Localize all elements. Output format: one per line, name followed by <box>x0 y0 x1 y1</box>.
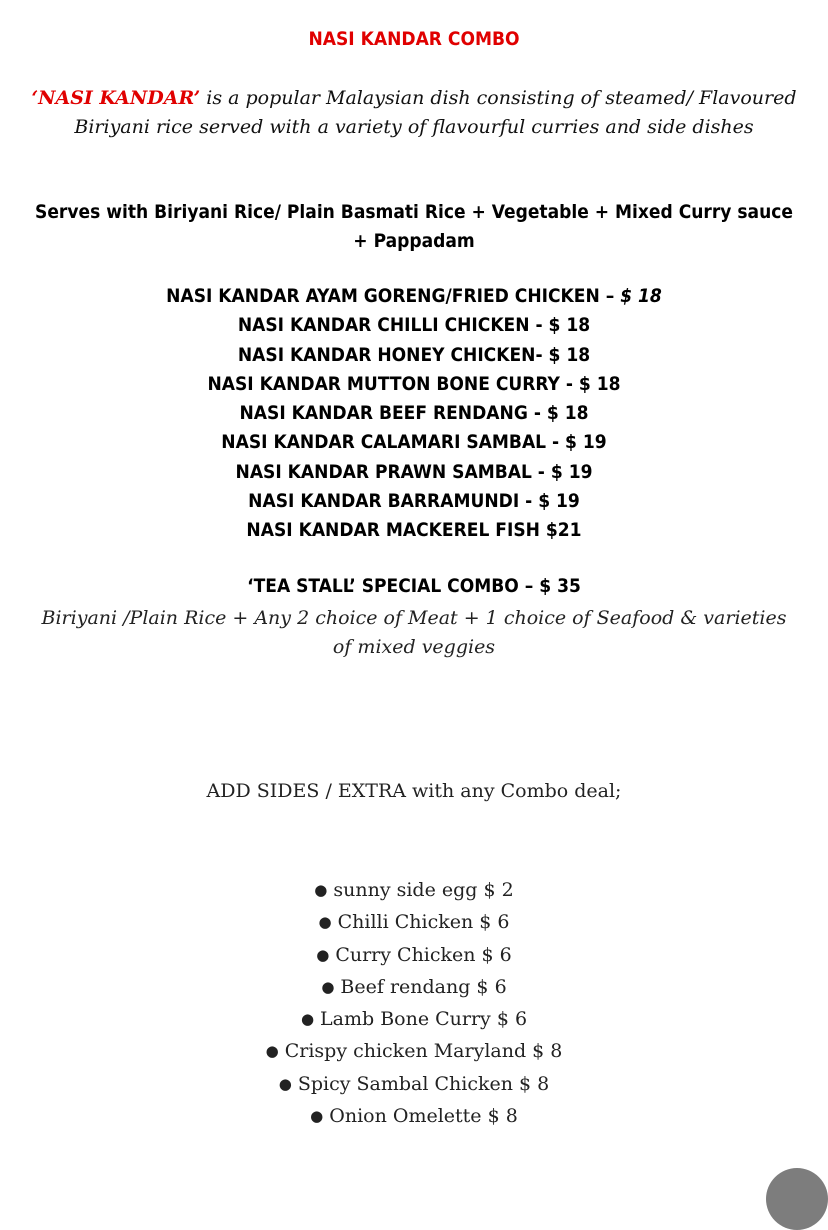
bullet-icon: ● <box>300 1010 315 1029</box>
intro-paragraph <box>30 84 798 142</box>
side-item <box>0 1035 828 1067</box>
scroll-to-top-button[interactable] <box>766 1168 828 1230</box>
side-item-label: Curry Chicken $ 6 <box>335 943 512 966</box>
bullet-icon: ● <box>316 945 330 964</box>
side-item-label: Lamb Bone Curry $ 6 <box>320 1008 528 1031</box>
side-item <box>0 1003 828 1035</box>
side-item <box>0 1068 828 1100</box>
combo-item-price: $ 18 <box>620 285 662 307</box>
side-item-label: Crispy chicken Maryland $ 8 <box>284 1040 563 1063</box>
side-item <box>0 971 828 1003</box>
serves-note: Serves with Biriyani Rice/ Plain Basmati Rice + Vegetable + Mixed Curry sauce + Pappadam <box>35 201 793 252</box>
page-title: NASI KANDAR COMBO <box>308 28 520 50</box>
side-item <box>0 939 828 971</box>
bullet-icon: ● <box>318 913 332 932</box>
side-item <box>0 1100 828 1132</box>
side-item-label: sunny side egg $ 2 <box>333 879 514 901</box>
bullet-icon: ● <box>265 1042 279 1061</box>
intro-highlight: ‘NASI KANDAR’ <box>31 87 201 109</box>
combo-item: NASI KANDAR PRAWN SAMBAL - $ 19 <box>235 460 593 483</box>
bullet-icon: ● <box>321 977 335 996</box>
special-combo-title: ‘TEA STALL’ SPECIAL COMBO – $ 35 <box>247 575 581 597</box>
special-combo-description: Biriyani /Plain Rice + Any 2 choice of Meat + 1 choice of Seafood & varieties of mixed veggies <box>41 607 787 658</box>
side-item <box>0 906 828 938</box>
combo-list <box>0 282 828 546</box>
bullet-icon: ● <box>314 881 328 899</box>
side-item-label: Onion Omelette $ 8 <box>329 1105 518 1128</box>
combo-item: NASI KANDAR MACKEREL FISH $21 <box>246 519 582 542</box>
combo-item: NASI KANDAR CALAMARI SAMBAL - $ 19 <box>221 431 607 454</box>
combo-item: NASI KANDAR HONEY CHICKEN- $ 18 <box>237 343 591 366</box>
combo-item: NASI KANDAR CHILLI CHICKEN - $ 18 <box>237 314 591 337</box>
combo-item: NASI KANDAR BEEF RENDANG - $ 18 <box>239 402 589 425</box>
combo-item-name: NASI KANDAR AYAM GORENG/FRIED CHICKEN – <box>166 285 621 307</box>
side-item <box>0 874 828 906</box>
combo-item: NASI KANDAR BARRAMUNDI - $ 19 <box>248 490 580 513</box>
side-item-label: Spicy Sambal Chicken $ 8 <box>297 1072 550 1095</box>
bullet-icon: ● <box>310 1107 324 1126</box>
combo-item: NASI KANDAR MUTTON BONE CURRY - $ 18 <box>207 372 621 395</box>
bullet-icon: ● <box>278 1074 292 1093</box>
intro-text: is a popular Malaysian dish consisting of steamed/ Flavoured Biriyani rice served with a variety of flavourful curries and side dishes <box>74 87 797 138</box>
side-item-label: Beef rendang $ 6 <box>340 975 507 998</box>
add-sides-heading: ADD SIDES / EXTRA with any Combo deal; <box>206 780 622 802</box>
side-item-label: Chilli Chicken $ 6 <box>337 911 510 934</box>
sides-list <box>0 874 828 1132</box>
combo-item <box>0 282 828 311</box>
